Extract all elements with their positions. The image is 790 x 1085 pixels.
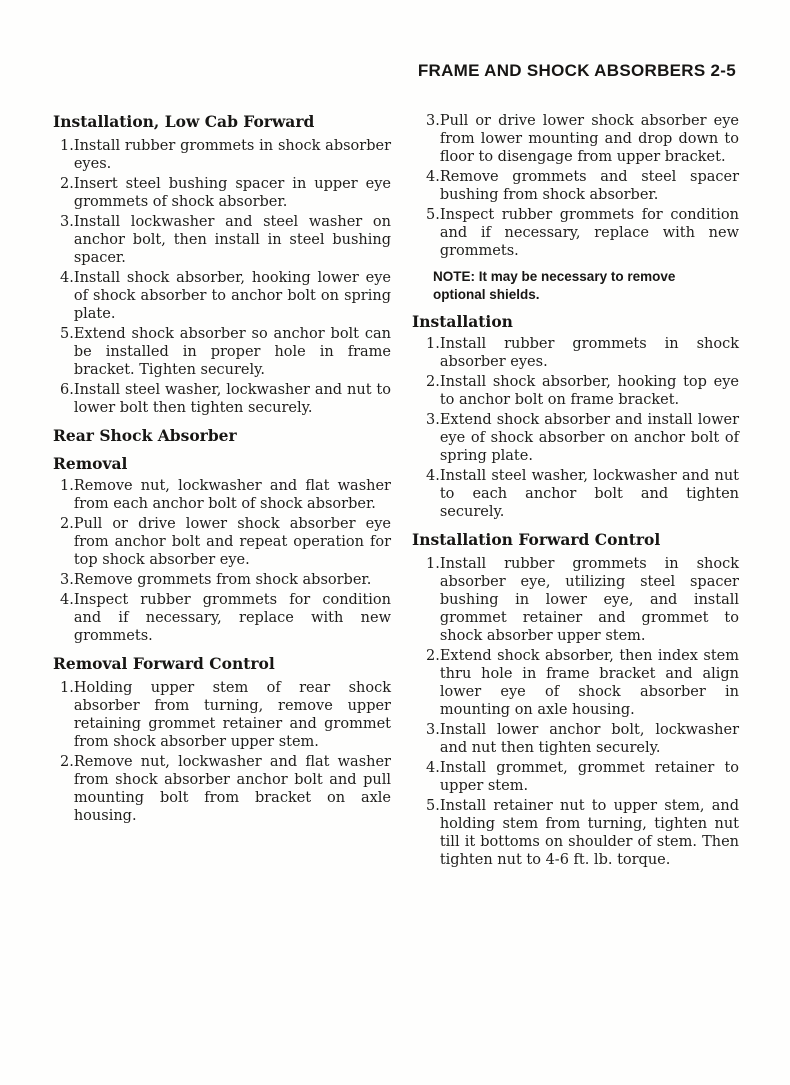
section-heading-installation-forward-control: Installation Forward Control <box>412 530 661 549</box>
item-text: Install steel washer, lockwasher and nut to each anchor bolt and tighten securely. <box>439 468 739 520</box>
item-number: 1. <box>60 138 74 154</box>
item-number: 2. <box>60 754 74 770</box>
item-text: Remove nut, lockwasher and flat washer from shock absorber anchor bolt and pull mounting bolt from bracket on axle housing. <box>73 754 391 824</box>
item-text: Remove grommets and steel spacer bushing from shock absorber. <box>439 169 739 203</box>
item-text: Install lower anchor bolt, lockwasher and nut then tighten securely. <box>439 722 739 756</box>
item-text: Pull or drive lower shock absorber eye from anchor bolt and repeat operation for top shock absorber eye. <box>73 516 391 568</box>
item-number: 1. <box>426 556 440 572</box>
item-text: Install rubber grommets in shock absorber eye, utilizing steel spacer bushing in lower eye, and install grommet retainer and grommet to shock absorber upper stem. <box>439 556 739 644</box>
item-number: 4. <box>426 169 440 185</box>
list-item <box>53 515 391 569</box>
item-text: Install shock absorber, hooking lower eye of shock absorber to anchor bolt on spring plate. <box>73 270 391 322</box>
item-text: Install grommet, grommet retainer to upper stem. <box>439 760 739 794</box>
right-column <box>412 112 739 871</box>
list-item <box>412 411 739 465</box>
page-header <box>418 61 736 81</box>
item-text: Remove nut, lockwasher and flat washer from each anchor bolt of shock absorber. <box>73 478 391 512</box>
item-text: Pull or drive lower shock absorber eye from lower mounting and drop down to floor to disengage from upper bracket. <box>439 113 739 165</box>
list-item <box>412 112 739 166</box>
list-item <box>412 335 739 371</box>
item-text: Install rubber grommets in shock absorber eyes. <box>439 336 739 370</box>
numbered-list <box>412 112 739 260</box>
numbered-list <box>412 555 739 869</box>
list-item <box>53 269 391 323</box>
item-number: 2. <box>426 648 440 664</box>
list-item <box>53 137 391 173</box>
item-number: 5. <box>426 798 440 814</box>
list-item <box>412 555 739 645</box>
list-item <box>53 213 391 267</box>
item-text: Install shock absorber, hooking top eye to anchor bolt on frame bracket. <box>439 374 739 408</box>
item-number: 1. <box>426 336 440 352</box>
item-number: 5. <box>426 207 440 223</box>
list-item <box>53 175 391 211</box>
list-item <box>412 206 739 260</box>
item-number: 2. <box>426 374 440 390</box>
item-text: Extend shock absorber so anchor bolt can be installed in proper hole in frame bracket. Tighten securely. <box>73 326 391 378</box>
item-number: 4. <box>426 468 440 484</box>
list-item <box>53 571 391 589</box>
item-number: 4. <box>60 592 74 608</box>
item-text: Extend shock absorber, then index stem thru hole in frame bracket and align lower eye of shock absorber in mounting on axle housing. <box>439 648 739 718</box>
list-item <box>53 679 391 751</box>
item-text: Inspect rubber grommets for condition and if necessary, replace with new grommets. <box>439 207 739 259</box>
list-item <box>53 591 391 645</box>
numbered-list <box>412 335 739 521</box>
item-number: 4. <box>426 760 440 776</box>
item-number: 2. <box>60 176 74 192</box>
item-number: 2. <box>60 516 74 532</box>
list-item <box>53 381 391 417</box>
item-number: 3. <box>426 113 440 129</box>
list-item <box>412 759 739 795</box>
item-number: 4. <box>60 270 74 286</box>
two-column-layout <box>53 112 739 871</box>
list-item <box>53 753 391 825</box>
section-heading-rear-shock-absorber: Rear Shock Absorber <box>53 426 237 445</box>
numbered-list <box>53 477 391 645</box>
item-text: Install rubber grommets in shock absorber eyes. <box>73 138 391 172</box>
item-text: Install retainer nut to upper stem, and holding stem from turning, tighten nut till it bottoms on shoulder of stem. Then tighten nut to 4-6 ft. lb. torque. <box>439 798 739 868</box>
item-number: 1. <box>60 478 74 494</box>
left-column <box>53 112 391 871</box>
list-item <box>53 477 391 513</box>
section-heading-installation: Installation <box>412 312 513 331</box>
numbered-list <box>53 679 391 825</box>
item-number: 3. <box>426 722 440 738</box>
list-item <box>412 721 739 757</box>
numbered-list <box>53 137 391 417</box>
item-text: Inspect rubber grommets for condition and if necessary, replace with new grommets. <box>73 592 391 644</box>
item-number: 5. <box>60 326 74 342</box>
section-heading-installation-low-cab-forward: Installation, Low Cab Forward <box>53 112 315 131</box>
section-heading-removal-forward-control: Removal Forward Control <box>53 654 275 673</box>
list-item <box>412 168 739 204</box>
item-text: Extend shock absorber and install lower eye of shock absorber on anchor bolt of spring plate. <box>439 412 739 464</box>
list-item <box>412 647 739 719</box>
item-text: Holding upper stem of rear shock absorber from turning, remove upper retaining grommet retainer and grommet from shock absorber upper stem. <box>73 680 391 750</box>
section-subheading-removal: Removal <box>53 454 128 473</box>
item-number: 3. <box>60 572 74 588</box>
list-item <box>412 373 739 409</box>
item-number: 1. <box>60 680 74 696</box>
item-text: Install lockwasher and steel washer on anchor bolt, then install in steel bushing spacer. <box>73 214 391 266</box>
item-number: 3. <box>60 214 74 230</box>
list-item <box>412 797 739 869</box>
note-text: NOTE: It may be necessary to remove optional shields. <box>433 269 676 302</box>
item-number: 3. <box>426 412 440 428</box>
item-text: Install steel washer, lockwasher and nut to lower bolt then tighten securely. <box>73 382 391 416</box>
item-text: Remove grommets from shock absorber. <box>73 572 372 588</box>
page-header-title: FRAME AND SHOCK ABSORBERS 2-5 <box>417 61 736 80</box>
list-item <box>412 467 739 521</box>
list-item <box>53 325 391 379</box>
item-text: Insert steel bushing spacer in upper eye grommets of shock absorber. <box>73 176 391 210</box>
item-number: 6. <box>60 382 74 398</box>
